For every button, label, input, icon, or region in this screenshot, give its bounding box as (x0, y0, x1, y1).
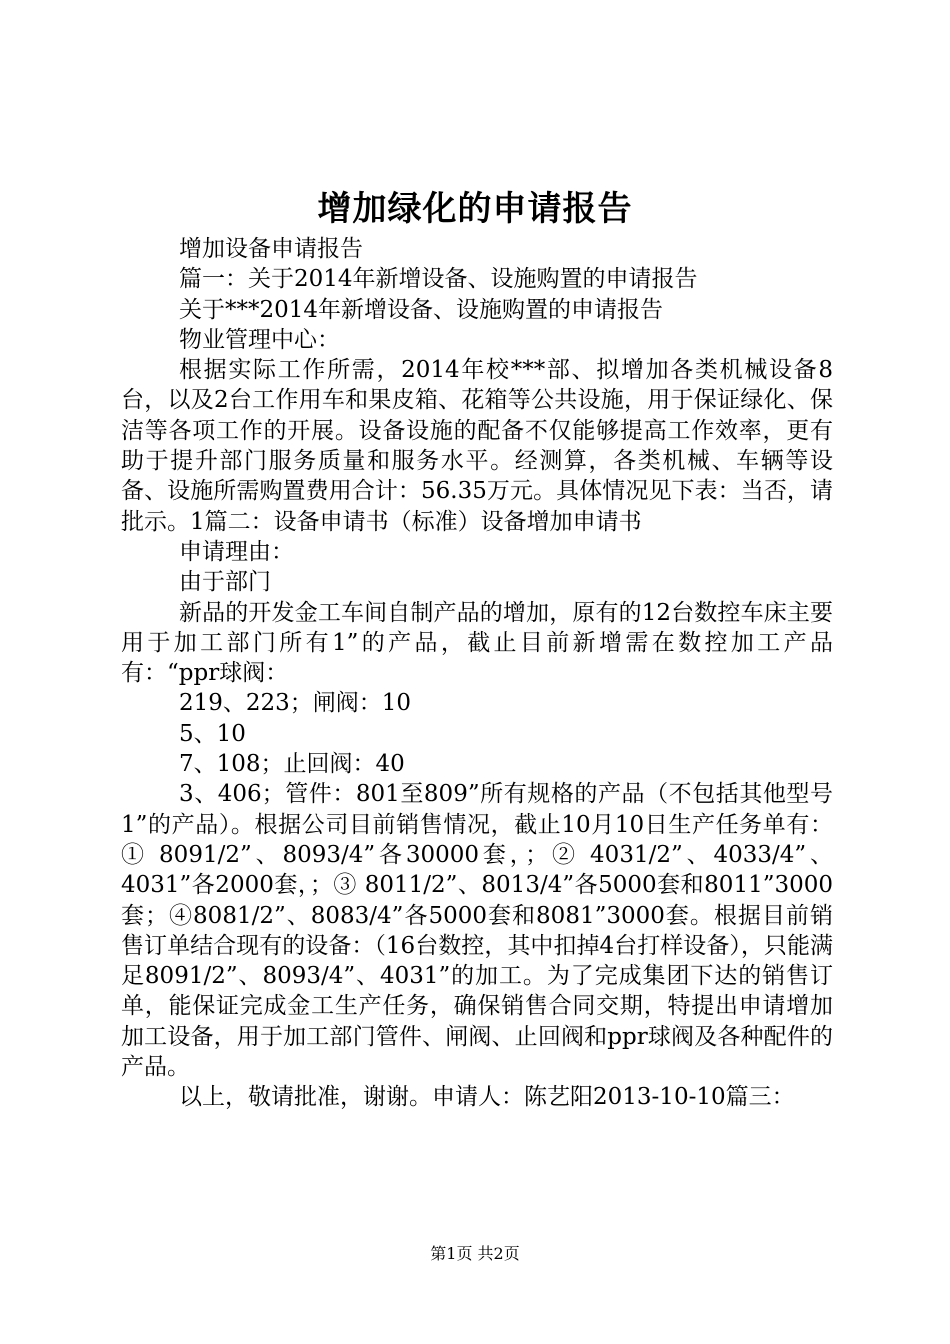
paragraph: 增加设备申请报告 (179, 236, 363, 262)
paragraph: 由于部门 (179, 569, 271, 596)
paragraph: 申请理由： (179, 538, 294, 565)
paragraph: 以上，敬请批准，谢谢。申请人：陈艺阳2013-10-10篇三： (179, 1084, 795, 1111)
paragraph: 物业管理中心： (179, 326, 340, 353)
paragraph: 219、223；闸阀：10 (179, 690, 412, 717)
paragraph: 7、108；止回阀：40 (179, 751, 405, 778)
paragraph: 新品的开发金工车间自制产品的增加，原有的12台数控车床主要用于加工部门所有1”的产品，截止目前新增需在数控加工产品有：“ppr球阀： (121, 599, 833, 687)
paragraph: 5、10 (179, 720, 246, 747)
paragraph: 篇一：关于2014年新增设备、设施购置的申请报告 (179, 266, 698, 293)
document-title: 增加绿化的申请报告 (317, 189, 633, 229)
page-footer: 第1页 共2页 (430, 1244, 520, 1263)
paragraph: 关于***2014年新增设备、设施购置的申请报告 (179, 296, 664, 323)
document-body (121, 234, 833, 1113)
paragraph: 根据实际工作所需，2014年校***部、拟增加各类机械设备8台，以及2台工作用车和果皮箱、花箱等公共设施，用于保证绿化、保洁等各项工作的开展。设备设施的配备不仅能够提高工作效率，更有助于提升部门服务质量和服务水平。经测算，各类机械、车辆等设备、设施所需购置费用合计：56.35万元。具体情况见下表：当否，请批示。1篇二：设备申请书（标准）设备增加申请书 (121, 357, 833, 535)
paragraph: 3、406；管件：801至809”所有规格的产品（不包括其他型号1”的产品）。根据公司目前销售情况，截止10月10日生产任务单有：① 8091/2”、8093/4”各30000套，；② 4031/2”、4033/4”、4031”各2000套，；③ 8011/2”、8013/4”各5000套和8011”3000套；④8081/2”、8083/4”各5000套和8081”3000套。根据目前销售订单结合现有的设备：（16台数控，其中扣掉4台打样设备），只能满足8091/2”、8093/4”、4031”的加工。为了完成集团下达的销售订单，能保证完成金工生产任务，确保销售合同交期，特提出申请增加加工设备，用于加工部门管件、闸阀、止回阀和ppr球阀及各种配件的产品。 (121, 781, 833, 1081)
